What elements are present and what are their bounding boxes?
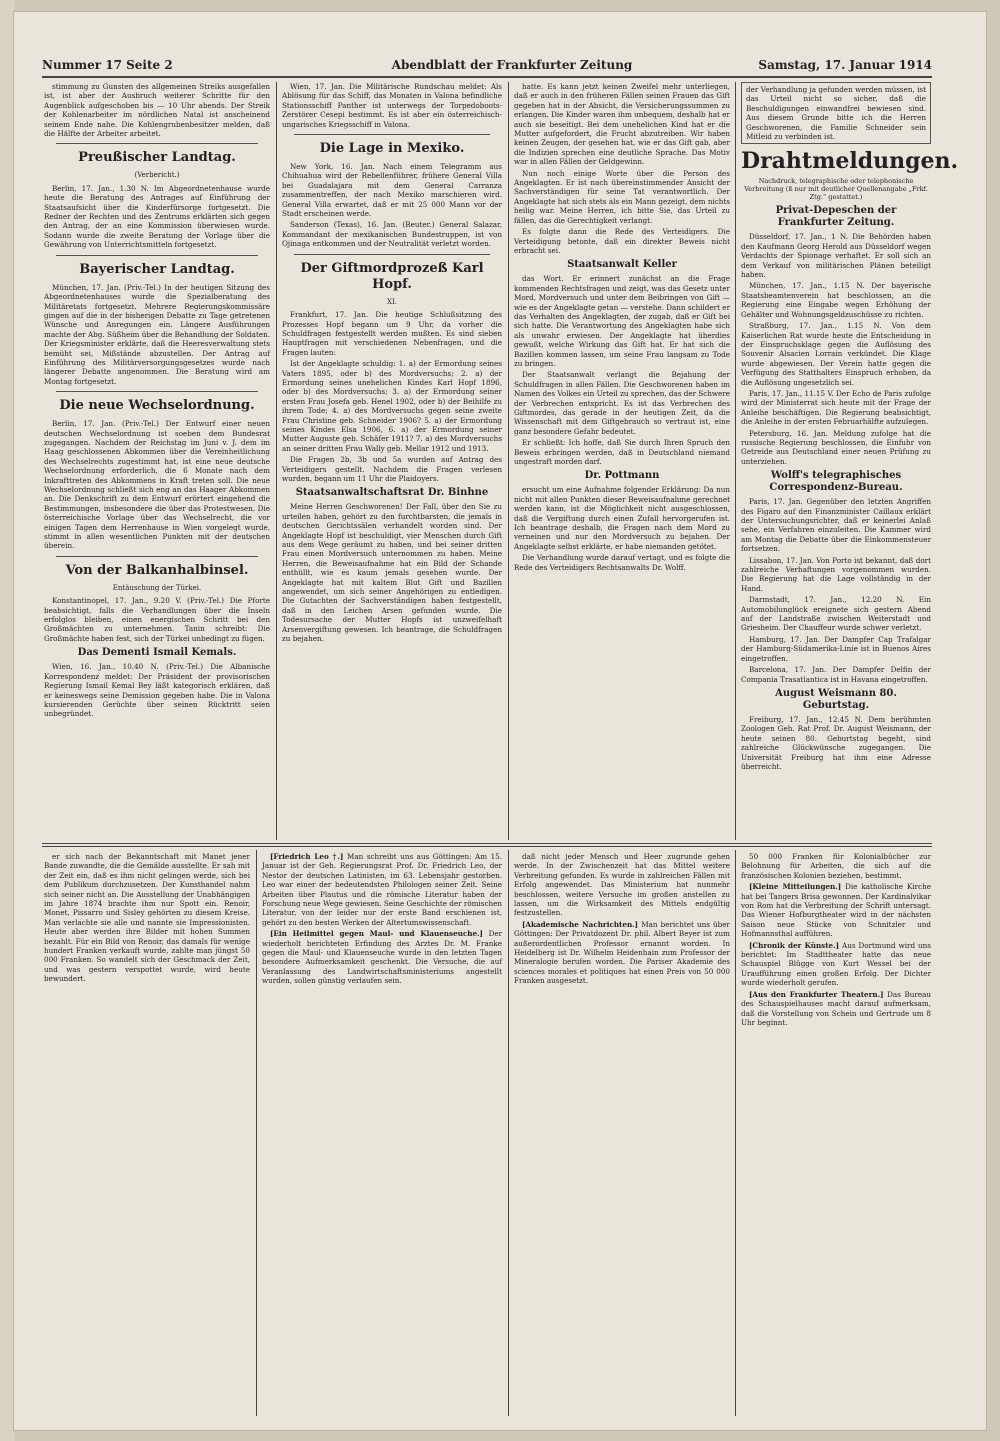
- boxed-notice: der Verhandlung ja gefunden werden müssen, ist das Urteil nicht so sicher, daß die Beschuldigungen einwandfrei bewiesen sind. Aus diesem Grunde bitte ich die Herren Geschworenen, die Familie Schneider sein Mitleid zu verbinden ist.: [741, 82, 931, 144]
- telegram: Freiburg, 17. Jan., 12.45 N. Dem berühmten Zoologen Geh. Rat Prof. Dr. August Weismann, der heute seinen 80. Geburtstag begeht, sind zahlreiche Glückwünsche zugegangen. Die Universität Freiburg hat ihm eine Adresse überreicht.: [741, 714, 931, 771]
- article-text: New York, 16. Jan. Nach einem Telegramm aus Chihuahua wird der Rebellenführer, frühere General Villa bei Guadalajara mit dem General Carranza zusammentreffen, der nach Mexiko marschieren wird. General Villa erwartet, daß er mit 25 000 Mann vor der Stadt erscheinen werde.: [282, 162, 502, 219]
- feuilleton-text: Man berichtet uns über Göttingen: Der Privatdozent Dr. phil. Albert Beyer ist zum außerordentlichen Professor ernannt worden. In Heidelberg ist Dr. Wilhelm Heidenhain zum Professor der Mineralogie berufen worden. Die Pariser Akademie des sciences morales et politiques hat einen Preis von 50 000 Franken ausgesetzt.: [514, 919, 730, 986]
- feuilleton-rule: [42, 846, 932, 847]
- article-text: Wien, 16. Jan., 10.40 N. (Priv.-Tel.) Die Albanische Korrespondenz meldet: Der Präsident der provisorischen Regierung Ismail Kemal Bey läßt kategorisch erklären, daß er keineswegs seine Demission gegeben habe. Die in Valona kursierenden Gerüchte über seinen Rücktritt seien unbegründet.: [44, 662, 270, 719]
- masthead: Abendblatt der Frankfurter Zeitung: [391, 58, 633, 72]
- column-divider: [508, 82, 509, 840]
- section-subtitle: Wolff's telegraphisches Correspondenz-Bureau.: [769, 470, 903, 494]
- article-text: hatte. Es kann jetzt keinen Zweifel mehr unterliegen, daß er auch in den früheren Fällen seinen Frauen das Gift gegeben hat in der Absicht, die Versicherungssummen zu erlangen. Die Kinder waren ihm unbequem, deshalb hat er auch sie beseitigt. Bei dem unehelichen Kind hat er die Mutter aufgefordert, die Frucht abzutreiben. Wir haben keinen Zeugen, der gesehen hat, wie er das Gift gab, aber die Indizien sprechen eine deutliche Sprache. Das Motiv war in allen Fällen der Geldgewinn.: [514, 82, 730, 167]
- issue-date: Samstag, 17. Januar 1914: [758, 58, 932, 72]
- telegram: München, 17. Jan., 1.15 N. Der bayerische Staatsbeamtenverein hat beschlossen, an die Regierung eine Eingabe wegen Erhöhung der Gehälter und Wohnungsgeldzuschüsse zu richten.: [741, 281, 931, 319]
- headline: Bayerischer Landtag.: [79, 261, 235, 277]
- section-divider: [294, 254, 490, 255]
- section-divider: [56, 255, 258, 256]
- section-title: Drahtmeldungen.: [741, 148, 959, 175]
- section-divider: [56, 143, 258, 144]
- notice-heading: [Aus den Frankfurter Theatern.]: [749, 989, 884, 999]
- article-text: stimmung zu Gunsten des allgemeinen Streiks ausgefallen ist, ist aber der Ausbruch weiterer Schritte für den Augenblick aufgeschoben bis — 10 Uhr abends. Der Streik der Kohlenarbeiter im nördlichen Natal ist anscheinend seinem Ende nahe. Die Kohlengrubenbesitzer melden, daß die Hälfte der Arbeiter arbeitet.: [44, 82, 270, 139]
- feuilleton-column-3: [514, 852, 730, 1412]
- section-subtitle: August Weismann 80. Geburtstag.: [775, 687, 897, 711]
- speaker-heading: Staatsanwalt Keller: [567, 259, 677, 271]
- article-text: Die Fragen 2b, 3b und 5a wurden auf Antrag des Verteidigers gestellt. Nachdem die Fragen verlesen wurden, begann um 11 Uhr die Plaidoyers.: [282, 455, 502, 483]
- copyright-notice: Nachdruck, telegraphische oder telephonische Verbreitung (ß nur mit deutlicher Quellenangabe „Frkf. Ztg.“ gestattet.): [744, 177, 928, 202]
- telegram: Paris, 17. Jan., 11.15 V. Der Echo de Paris zufolge wird der Ministerrat sich heute mit der Frage der Anleihe beschäftigen. Die Regierung beabsichtigt, die Anleihe in der ersten Februarhälfte aufzulegen.: [741, 388, 931, 427]
- article-text: Sanderson (Texas), 16. Jan. (Reuter.) General Salazar, Kommandant der mexikanischen Bundestruppen, ist von Ojinaga entkommen und der Neutralität verletzt worden.: [282, 220, 502, 249]
- article-text: Frankfurt, 17. Jan. Die heutige Schlußsitzung des Prozesses Hopf begann um 9 Uhr, da vorher die Schuldfragen festgestellt werden mußten. Es sind sieben Hauptfragen mit verschiedenen Nebenfragen, und die Fragen lauten:: [282, 310, 502, 357]
- header-rule: [42, 76, 932, 78]
- feuilleton-text: Der wiederholt berichteten Erfindung des Arztes Dr. M. Franke gegen die Maul- und Klauenseuche wurde in den letzten Tagen besondere Aufmerksamkeit geschenkt. Die Versuche, die auf Veranlassung des Landwirtschaftsministeriums angestellt wurden, sollen günstig verlaufen sein.: [262, 929, 503, 986]
- section-divider: [56, 391, 258, 392]
- feuilleton-rule: [42, 843, 932, 844]
- subheadline: (Verbericht.): [134, 171, 180, 180]
- column-divider: [276, 82, 277, 840]
- feuilleton-text: daß nicht jeder Mensch und Heer zugrunde gehen werde. In der Zwischenzeit hat das Mittel weitere Verbreitung gefunden. Es wurde in zahlreichen Fällen mit Erfolg angewendet. Das Ministerium hat nunmehr beschlossen, weitere Versuche im großen anstellen zu lassen, um die Wirksamkeit des Mittels endgültig festzustellen.: [514, 852, 730, 918]
- feuilleton-column-4: [741, 852, 931, 1412]
- telegram: Petersburg, 16. Jan. Meldung zufolge hat die russische Regierung beschlossen, die Einfuhr von Getreide aus Deutschland einer neuen Prüfung zu unterziehen.: [741, 428, 931, 466]
- notice-heading: [Ein Heilmittel gegen Maul- und Klauenseuche.]: [270, 929, 483, 939]
- article-text: ersucht um eine Aufnahme folgender Erklärung: Da nun nicht mit allen Punkten dieser Beweisaufnahme gerechnet werden kann, ist die Möglichkeit nicht ausgeschlossen, daß die Vergiftung durch einen Zufall hervorgerufen ist. Ich beantrage deshalb, die Fragen nach dem Mord zu verneinen und nur den Mordversuch zu bejahen. Der Angeklagte selbst erklärte, er habe niemanden getötet.: [514, 485, 730, 551]
- question-list: Ist der Angeklagte schuldig: 1. a) der Ermordung seines Vaters 1895, oder b) des Mordversuchs; 2. a) der Ermordung seines unehelichen Kindes Karl Hopf 1896, oder b) des Mordversuchs; 3. a) der Ermordung seiner ersten Frau Josefa geb. Henel 1902, oder b) der Beihilfe zu ihrem Tode; 4. a) des Mordversuchs gegen seine zweite Frau Christine geb. Schneider 1906? 5. a) der Ermordung seines Kindes Elsa 1906, 6. a) der Ermordung seiner Mutter Auguste geb. Schäfer 1911? 7. a) des Mordversuchs an seiner dritten Frau Wally geb. Mellar 1912 und 1913.: [282, 359, 502, 453]
- feuilleton-text: Das Bureau des Schauspielhauses macht darauf aufmerksam, daß die Vorstellung von Schein und Gertrude um 8 Uhr beginnt.: [741, 989, 931, 1027]
- feuilleton-text: er sich nach der Bekanntschaft mit Manet jener Bande zuwandte, die die Gemälde ausstellte. Er sah mit der Zeit ein, daß es ihm nicht gelingen werde, sich bei dem Publikum durchzusetzen. Der Kunsthandel nahm sich seiner nicht an. Die Ausstellung der Unabhängigen im Jahre 1874 brachte ihm nur Spott ein. Renoir, Monet, Pissarro und Sisley gehörten zu diesem Kreise. Man verlachte sie alle und nannte sie Impressionisten. Heute aber werden ihre Bilder mit hohen Summen bezahlt. Für ein Bild von Renoir, das damals für wenige hundert Franken verkauft wurde, zahlte man jüngst 50 000 Franken. So wandelt sich der Geschmack der Zeit, und was gestern verspottet wurde, wird heute bewundert.: [44, 852, 250, 984]
- telegram: Barcelona, 17. Jan. Der Dampfer Delfin der Compania Trasatlantica ist in Havana eingetroffen.: [741, 665, 931, 684]
- section-subtitle: Privat-Depeschen der Frankfurter Zeitung.: [775, 205, 897, 229]
- headline: Die Lage in Mexiko.: [319, 141, 465, 157]
- article-text: Meine Herren Geschworenen! Der Fall, über den Sie zu urteilen haben, gehört zu den furchtbarsten, die jemals in deutschen Gerichtssälen verhandelt worden sind. Der Angeklagte Hopf ist beschuldigt, vier Menschen durch Gift aus dem Wege geräumt zu haben, und bei seiner dritten Frau einen Mordversuch unternommen zu haben. Meine Herren, die Beweisaufnahme hat ein Bild der Schande enthüllt, wie es kaum jemals gesehen wurde. Der Angeklagte hat mit kaltem Blut Gift und Bazillen angewendet, um sich seiner Angehörigen zu entledigen. Die Gutachten der Sachverständigen haben festgestellt, daß in den Leichen Arsen gefunden wurde. Die Todesursache der Mutter Hopfs ist unzweifelhaft Arsenvergiftung gewesen. Ich beantrage, die Schuldfragen zu bejahen.: [282, 502, 502, 644]
- subheadline: XI.: [387, 297, 397, 306]
- feuilleton-text: Man schreibt uns aus Göttingen: Am 15. Januar ist der Geh. Regierungsrat Prof. Dr. Friedrich Leo, der Nestor der deutschen Latinisten, im 63. Lebensjahr gestorben. Leo war einer der bedeutendsten Philologen seiner Zeit. Seine Arbeiten über Plautus und die römische Literatur haben der Forschung neue Wege gewiesen. Seine Geschichte der römischen Literatur, von der leider nur der erste Band erschienen ist, gehört zu den besten Werken der Altertumswissenschaft.: [262, 852, 503, 927]
- headline: Von der Balkanhalbinsel.: [65, 562, 249, 578]
- feuilleton-text: Die katholische Kirche hat bei Tangers Brisa gewonnen. Der Kardinalvikar von Rom hat die Verbreitung der Schrift untersagt. Das Wiener Hofburgtheater wird in der nächsten Saison neue Stücke von Schnitzler und Hofmannsthal aufführen.: [741, 882, 931, 939]
- telegram: Lissabon, 17. Jan. Von Porto ist bekannt, daß dort zahlreiche Verhaftungen vorgenommen wurden. Die Regierung hat die Lage vollständig in der Hand.: [741, 555, 931, 593]
- subheadline: Das Dementi Ismail Kemals.: [77, 647, 237, 659]
- speaker-heading: Staatsanwaltschaftsrat Dr. Binhne: [295, 487, 489, 499]
- speaker-heading: Dr. Pottmann: [584, 470, 660, 482]
- notice-heading: [Chronik der Künste.]: [749, 940, 840, 950]
- column-4: [741, 82, 959, 840]
- article-text: das Wort. Er erinnert zunächst an die Frage kommenden Rechtsfragen und zeigt, was das Gesetz unter Mord, Mordversuch und unter dem Beibringen von Gift — wie es der Angeklagte getan — verstehe. Dann schildert er das Verhalten des Angeklagten, der zugab, daß er Gift bei sich hatte. Die Verantwortung des Angeklagten habe sich als unwahr erwiesen. Der Angeklagte hat überdies gewußt, welche Wirkung das Gift hat. Er hat sich die Bazillen kommen lassen, um seine Frau langsam zu Tode zu bringen.: [514, 274, 730, 368]
- adjacent-page-edge: [0, 0, 14, 1441]
- article-text: Es folgte dann die Rede des Verteidigers. Die Verteidigung betonte, daß ein direkter Beweis nicht erbracht sei.: [514, 227, 730, 255]
- column-3: [514, 82, 730, 840]
- feuilleton-text: Aus Dortmund wird uns berichtet: Im Stadttheater hatte das neue Schauspiel Blügge von Kurt Wessel bei der Uraufführung einen großen Erfolg. Der Dichter wurde wiederholt gerufen.: [741, 940, 931, 988]
- notice-heading: [Friedrich Leo †.]: [270, 852, 344, 861]
- article-text: Berlin, 17. Jan. (Priv.-Tel.) Der Entwurf einer neuen deutschen Wechselordnung ist soeben dem Bundesrat zugegangen. Nachdem der Reichstag im Juni v. J. dem im Haag geschlossenen Abkommen über die Vereinheitlichung des Wechselrechts zugestimmt hat, ist eine neue deutsche Wechselordnung erforderlich, die 6 Monate nach dem Inkrafttreten des Abkommens in Kraft treten soll. Die neue Wechselordnung schließt sich eng an das Haager Abkommen an. Die Denkschrift zu dem Entwurf erörtert eingehend die Bestimmungen, insbesondere die über das Protestwesen. Die österreichische Vorlage über das Wechselrecht, die vor einigen Tagen dem Herrenhause in Wien vorgelegt wurde, stimmt in allen wesentlichen Punkten mit der deutschen überein.: [44, 419, 270, 551]
- article-text: Er schließt: Ich hoffe, daß Sie durch Ihren Spruch den Beweis erbringen werden, daß in Deutschland niemand ungestraft morden darf.: [514, 438, 730, 467]
- article-text: Wien, 17. Jan. Die Militärische Rundschau meldet: Als Ablösung für das Schiff, das Monaten in Valona befindliche Stationsschiff Panther ist unterwegs der Torpedoboots-Zerstörer Cesepi bestimmt. Es ist aber ein österreichisch-ungarisches Kriegsschiff in Valona.: [282, 82, 502, 129]
- feuilleton-column-1: [44, 852, 250, 1412]
- telegram: Darmstadt, 17. Jan., 12.20 N. Ein Automobilunglück ereignete sich gestern Abend auf der Landstraße zwischen Weiterstadt und Griesheim. Der Chauffeur wurde schwer verletzt.: [741, 595, 931, 633]
- page-header: [42, 58, 932, 76]
- telegram: Düsseldorf, 17. Jan., 1 N. Die Behörden haben den Kaufmann Georg Herold aus Düsseldorf wegen Verdachts der Spionage verhaftet. Er soll sich an dem Verkauf von militärischen Plänen beteiligt haben.: [741, 232, 931, 280]
- feuilleton-text: 50 000 Franken für Kolonialbücher zur Belohnung für Arbeiten, die sich auf die französischen Kolonien beziehen, bestimmt.: [741, 852, 931, 880]
- feuilleton-column-2: [262, 852, 502, 1412]
- column-2: [282, 82, 502, 840]
- telegram: Straßburg, 17. Jan., 1.15 N. Von dem Kaiserlichen Rat wurde heute die Entscheidung in der Einspruchsklage gegen die Auflösung des Souvenir Alsacien Lorrain verkündet. Die Klage wurde abgewiesen. Der Verein hatte gegen die Verfügung des Statthalters Einspruch erhoben, da die Auflösung ungesetzlich sei.: [741, 321, 931, 387]
- notice-heading: [Akademische Nachrichten.]: [522, 919, 639, 929]
- notice-heading: [Kleine Mitteilungen.]: [749, 882, 842, 892]
- headline: Preußischer Landtag.: [78, 150, 236, 166]
- section-divider: [294, 134, 490, 135]
- column-divider: [735, 82, 736, 840]
- telegram: Hamburg, 17. Jan. Der Dampfer Cap Trafalgar der Hamburg-Südamerika-Linie ist in Buenos Aires eingetroffen.: [741, 634, 931, 663]
- column-divider: [735, 850, 736, 1416]
- article-text: Nun noch einige Worte über die Person des Angeklagten. Er ist nach übereinstimmender Ansicht der Sachverständigen für seine Tat verantwortlich. Der Angeklagte hat sich stets als ein Mann gezeigt, dem nichts heilig war. Meine Herren, ich bitte Sie, das Urteil zu fällen, das die Gerechtigkeit verlangt.: [514, 168, 730, 225]
- article-text: München, 17. Jan. (Priv.-Tel.) In der heutigen Sitzung des Abgeordnetenhauses wurde die Spezialberatung des Militäretats fortgesetzt. Mehrere Regierungskommissäre gingen auf die in der bisherigen Debatte zu Tage getretenen Wünsche und Anregungen ein. Längere Ausführungen machte der Abg. Süßheim über die Behandlung der Soldaten. Der Kriegsminister erklärte, daß die Heeresverwaltung stets bemüht sei, Mißstände abzustellen. Der Antrag auf Einführung des Militärversorgungsgesetzes wurde nach längerer Debatte angenommen. Die Beratung wird am Montag fortgesetzt.: [44, 282, 270, 386]
- section-divider: [56, 556, 258, 557]
- article-text: Berlin, 17. Jan., 1.30 N. Im Abgeordnetenhause wurde heute die Beratung des Antrages auf Einführung der Staatsaufsicht über die Kinderfürsorge fortgesetzt. Die Redner der Rechten und des Zentrums erklärten sich gegen den Antrag, der an eine Kommission überwiesen wurde. Sodann wurde die zweite Beratung der Vorlage über die Gewährung von Unterrichtsmitteln fortgesetzt.: [44, 183, 270, 250]
- subheadline: Entäuschung der Türkei.: [112, 583, 202, 592]
- column-divider: [256, 850, 257, 1416]
- headline: Der Giftmordprozeß Karl Hopf.: [300, 260, 484, 292]
- telegram: Paris, 17. Jan. Gegenüber den letzten Angriffen des Figaro auf den Finanzminister Caillaux erklärt der Untersuchungsrichter, daß er keinerlei Anlaß sehe, ein Verfahren einzuleiten. Die Kammer wird am Montag die Debatte über die Einkommensteuer fortsetzen.: [741, 497, 931, 554]
- issue-number: Nummer 17 Seite 2: [42, 58, 173, 72]
- article-text: Die Verhandlung wurde darauf vertagt, und es folgte die Rede des Verteidigers Rechtsanwalts Dr. Wolff.: [514, 553, 730, 572]
- column-divider: [508, 850, 509, 1416]
- headline: Die neue Wechselordnung.: [59, 398, 255, 414]
- article-text: Der Staatsanwalt verlangt die Bejahung der Schuldfragen in allen Fällen. Die Geschworenen haben im Namen des Volkes ein Urteil zu sprechen, das der Schwere der Verbrechen entspricht. Es ist das Verbrechen des Giftmordes, das gerade in der heutigen Zeit, da die Wissenschaft mit dem Giftgebrauch so vertraut ist, eine ganz besondere Gefahr bedeutet.: [514, 370, 730, 436]
- article-text: Konstantinopel, 17. Jan., 9.20 V. (Priv.-Tel.) Die Pforte beabsichtigt, falls die Verhandlungen über die Inseln erfolglos bleiben, einen energischen Schritt bei den Großmächten zu unternehmen. Tanin schreibt: Die Großmächte haben fest, sich der Türkei unbedingt zu fügen.: [44, 596, 270, 643]
- column-1: [44, 82, 270, 840]
